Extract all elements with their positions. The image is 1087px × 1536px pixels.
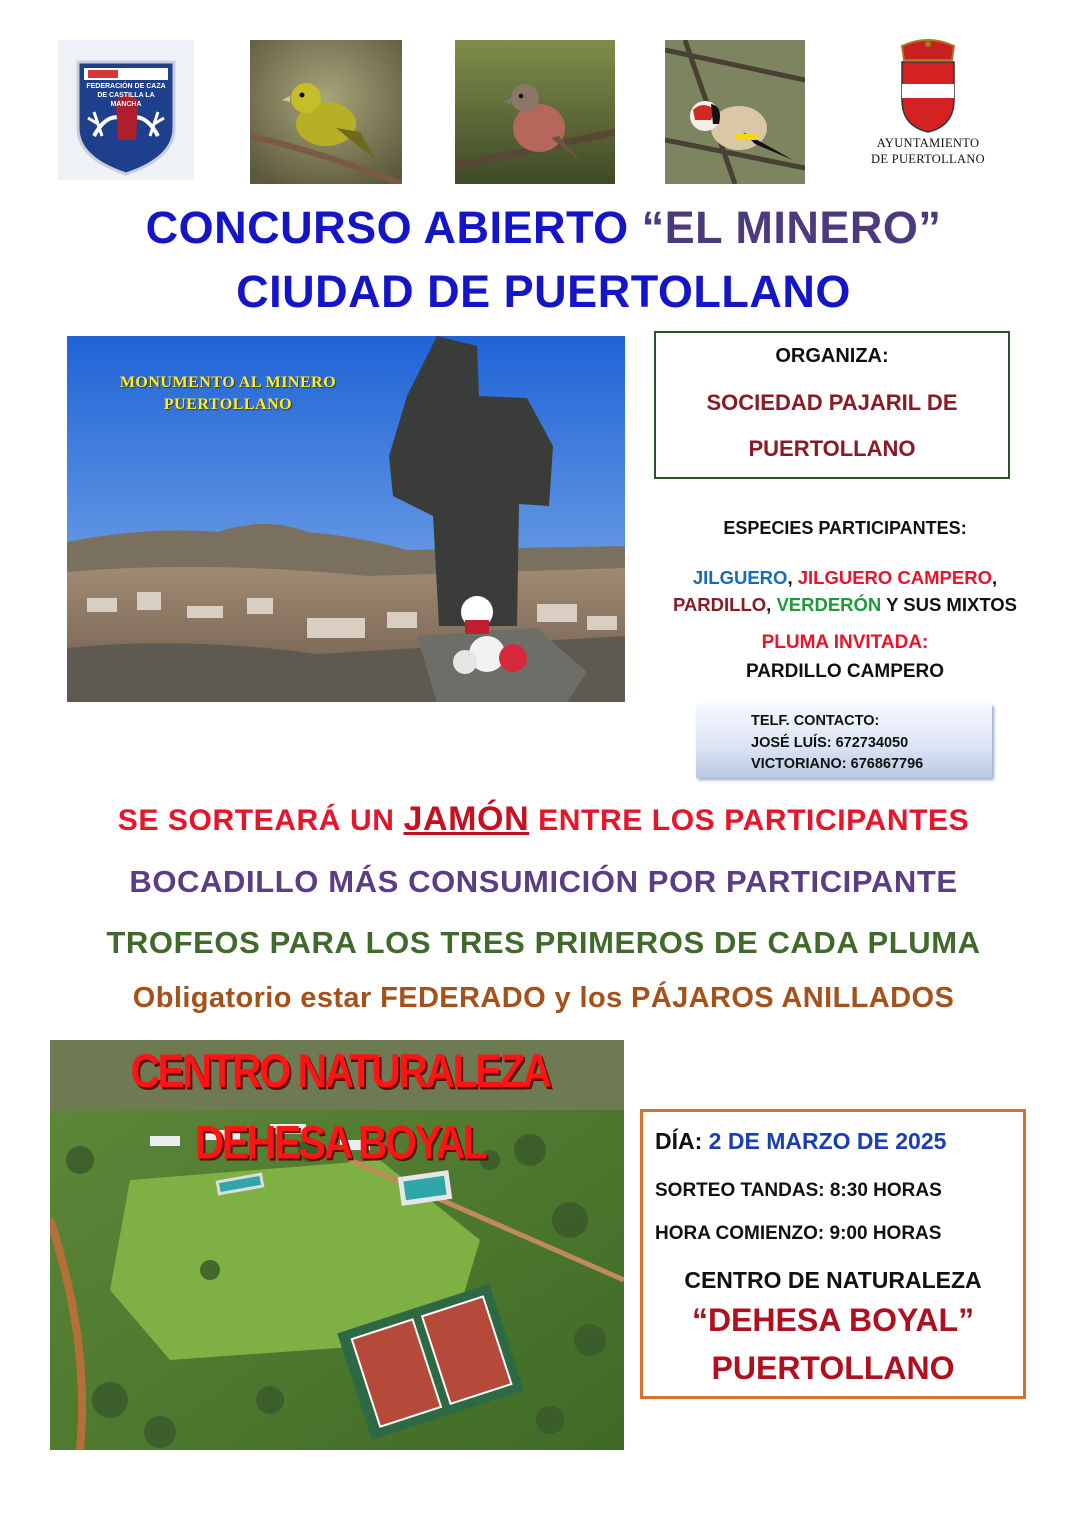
event-draw-time: SORTEO TANDAS: 8:30 HORAS xyxy=(655,1180,942,1201)
contact-box xyxy=(696,704,992,778)
species-jilguero: JILGUERO xyxy=(692,567,788,588)
requirements-text-1: Obligatorio estar xyxy=(132,982,381,1014)
title-line-2: CIUDAD DE PUERTOLLANO xyxy=(236,266,851,317)
contact-person-2: VICTORIANO: 676867796 xyxy=(751,756,924,772)
species-mixtos: Y SUS MIXTOS xyxy=(881,594,1018,615)
species-separator: , xyxy=(787,567,798,588)
federation-logo xyxy=(58,40,194,180)
requirements-federado: FEDERADO xyxy=(380,982,547,1014)
event-start-time: HORA COMIENZO: 9:00 HORAS xyxy=(655,1223,942,1244)
title-line-1 xyxy=(0,202,1087,254)
species-separator: , xyxy=(992,567,998,588)
organizer-name xyxy=(656,380,1008,472)
venue-line-3: PUERTOLLANO xyxy=(711,1350,955,1386)
species-label: ESPECIES PARTICIPANTES: xyxy=(723,518,967,538)
monument-caption xyxy=(88,372,368,416)
ayuntamiento-caption-line2: DE PUERTOLLANO xyxy=(871,152,985,166)
title-contest-type: CONCURSO ABIERTO xyxy=(145,202,642,253)
species-separator: , xyxy=(766,594,777,615)
organizer-label: ORGANIZA: xyxy=(775,345,889,367)
raffle-prize: JAMÓN xyxy=(403,800,530,838)
venue-line-2: “DEHESA BOYAL” xyxy=(691,1302,975,1338)
ayuntamiento-caption-line1: AYUNTAMIENTO xyxy=(876,136,980,150)
goldfinch-photo xyxy=(665,40,805,184)
organizer-name-line2: PUERTOLLANO xyxy=(748,436,916,461)
event-info-box xyxy=(640,1109,1026,1399)
species-verderon: VERDERÓN xyxy=(776,594,882,615)
ayuntamiento-coat-of-arms xyxy=(858,38,998,178)
contact-person-1: JOSÉ LUÍS: 672734050 xyxy=(751,734,909,751)
event-date xyxy=(655,1128,946,1155)
monument-caption-line2: PUERTOLLANO xyxy=(163,396,293,413)
event-date-label: DÍA: xyxy=(655,1128,709,1154)
event-date-value: 2 DE MARZO DE 2025 xyxy=(708,1128,947,1154)
coat-of-arms-icon xyxy=(858,38,998,134)
dehesa-photo-title: CENTRO NATURALEZA DEHESA BOYAL xyxy=(130,1044,550,1169)
food-announcement: BOCADILLO MÁS CONSUMICIÓN POR PARTICIPANTE xyxy=(129,864,958,899)
organizer-box xyxy=(654,331,1010,479)
raffle-text-end: ENTRE LOS PARTICIPANTES xyxy=(529,804,970,837)
title-contest-name: “EL MINERO” xyxy=(641,202,942,253)
species-line-1 xyxy=(630,564,1060,591)
trophies-announcement: TROFEOS PARA LOS TRES PRIMEROS DE CADA PLUMA xyxy=(106,925,981,960)
requirements-anillados: PÁJAROS ANILLADOS xyxy=(631,982,955,1014)
requirements-announcement xyxy=(0,982,1087,1015)
raffle-announcement xyxy=(0,800,1087,839)
monument-caption-line1: MONUMENTO AL MINERO xyxy=(119,374,337,391)
venue-line-1: CENTRO DE NATURALEZA xyxy=(684,1267,982,1293)
requirements-text-2: y los xyxy=(546,982,632,1014)
contact-label: TELF. CONTACTO: xyxy=(751,713,880,729)
guest-species-value: PARDILLO CAMPERO xyxy=(745,661,945,682)
federation-logo-text: FEDERACIÓN DE CAZA DE CASTILLA LA MANCHA xyxy=(86,83,166,108)
raffle-text-start: SE SORTEARÁ UN xyxy=(117,804,404,837)
species-jilguero-campero: JILGUERO CAMPERO xyxy=(797,567,992,588)
organizer-name-line1: SOCIEDAD PAJARIL DE xyxy=(706,390,958,415)
species-line-2 xyxy=(630,591,1060,618)
linnet-photo xyxy=(455,40,615,184)
species-pardillo: PARDILLO xyxy=(672,594,767,615)
greenfinch-photo xyxy=(250,40,402,184)
guest-species-label: PLUMA INVITADA: xyxy=(761,632,929,653)
